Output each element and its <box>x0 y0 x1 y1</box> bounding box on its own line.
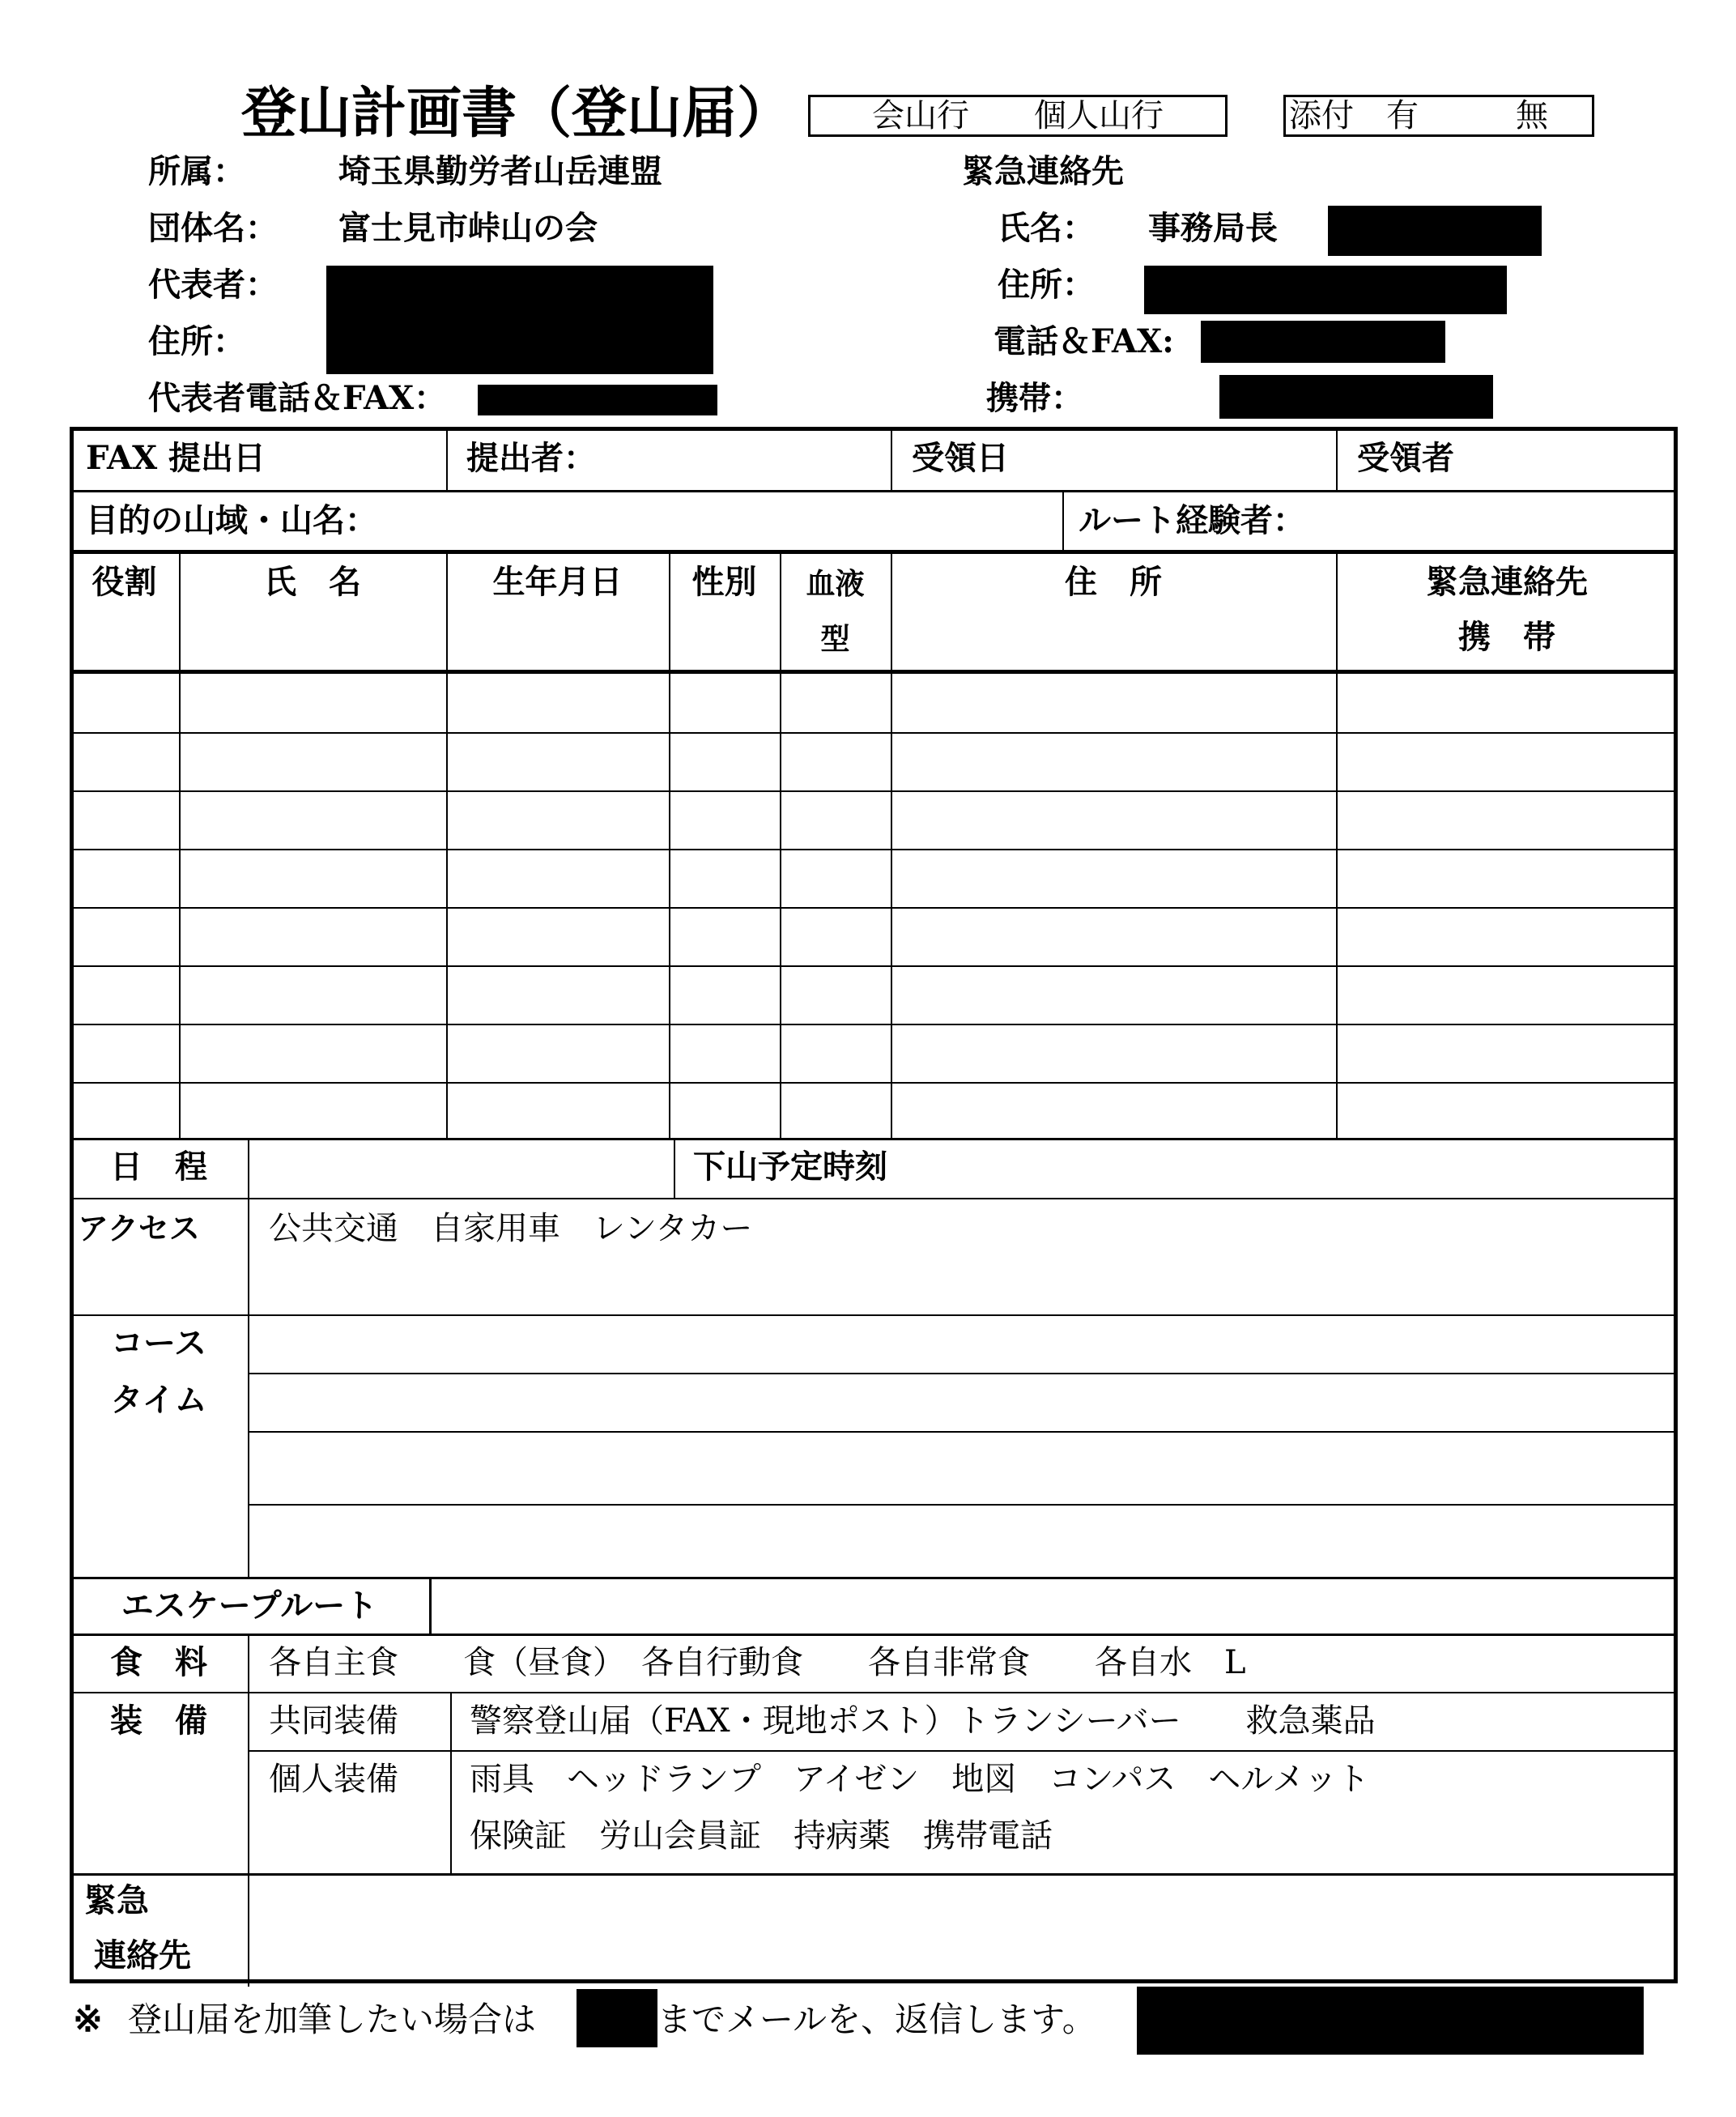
route-experience-label: ルート経験者： <box>1079 501 1305 539</box>
member-cell[interactable] <box>181 735 444 788</box>
col-line <box>446 554 448 1139</box>
member-cell[interactable] <box>671 735 777 788</box>
member-cell[interactable] <box>72 968 177 1021</box>
equipment-label: 装 備 <box>110 1702 207 1740</box>
attachment-box[interactable]: 添付 有 無 <box>1283 95 1594 137</box>
role-header: 役割 <box>91 563 157 601</box>
row-line <box>70 1082 1678 1084</box>
received-date-input[interactable] <box>1041 427 1325 490</box>
member-cell[interactable] <box>72 1084 177 1138</box>
member-cell[interactable] <box>449 909 666 963</box>
emergency-phone-label: 電話＆FAX: <box>994 322 1174 360</box>
page-title: 登山計画書（登山届） <box>241 81 793 146</box>
emergency-contact-label-line2: 連絡先 <box>94 1936 191 1974</box>
col-line <box>1062 490 1064 550</box>
col-line <box>429 1577 432 1634</box>
member-cell[interactable] <box>449 793 666 846</box>
row-line-thick <box>70 670 1678 674</box>
row-line <box>70 790 1678 792</box>
emergency-mobile-redaction <box>1219 375 1493 419</box>
row-line <box>70 1138 1678 1140</box>
emergency-name-label: 氏名： <box>998 209 1095 247</box>
member-cell[interactable] <box>181 909 444 963</box>
representative-redaction <box>326 266 713 374</box>
shared-equipment-label: 共同装備 <box>269 1702 398 1740</box>
row-line <box>70 1692 1678 1693</box>
member-cell[interactable] <box>72 735 177 788</box>
member-cell[interactable] <box>1338 909 1675 963</box>
footer-text-1: 登山届を加筆したい場合は <box>128 2000 537 2039</box>
descent-time-label: 下山予定時刻 <box>693 1148 887 1186</box>
emergency-name-value: 事務局長 <box>1148 209 1278 247</box>
route-experience-input[interactable] <box>1414 492 1673 548</box>
member-cell[interactable] <box>181 1084 444 1138</box>
course-time-row[interactable] <box>251 1506 1674 1577</box>
member-cell[interactable] <box>893 676 1334 730</box>
member-cell[interactable] <box>449 1084 666 1138</box>
received-date-cell: 受領日 <box>912 439 1009 477</box>
member-cell[interactable] <box>782 676 888 730</box>
access-label: アクセス <box>78 1210 200 1246</box>
member-cell[interactable] <box>1338 793 1675 846</box>
emergency-name-redaction <box>1328 206 1542 256</box>
group-label: 団体名： <box>148 209 278 247</box>
affiliation-label: 所属： <box>148 152 245 190</box>
group-value: 富士見市峠山の会 <box>338 209 598 247</box>
member-cell[interactable] <box>893 968 1334 1021</box>
member-cell[interactable] <box>893 909 1334 963</box>
member-cell[interactable] <box>782 1026 888 1080</box>
member-cell[interactable] <box>449 851 666 905</box>
birthdate-header: 生年月日 <box>492 563 623 601</box>
member-cell[interactable] <box>671 851 777 905</box>
member-cell[interactable] <box>72 676 177 730</box>
row-line <box>70 907 1678 909</box>
course-time-row[interactable] <box>251 1433 1674 1504</box>
fax-date-cell: FAX 提出日 <box>86 439 266 477</box>
course-time-row[interactable] <box>251 1316 1674 1373</box>
member-cell[interactable] <box>671 1084 777 1138</box>
col-line <box>674 1139 675 1198</box>
footer-text-2: までメールを、返信します。 <box>657 2000 1096 2039</box>
row-line <box>249 1750 1678 1752</box>
member-cell[interactable] <box>671 676 777 730</box>
member-cell[interactable] <box>782 851 888 905</box>
member-cell[interactable] <box>72 909 177 963</box>
schedule-input[interactable] <box>251 1141 672 1196</box>
member-grid <box>70 427 1678 1139</box>
col-line <box>179 554 181 1139</box>
escape-route-label: エスケープルート <box>121 1587 378 1625</box>
member-cell[interactable] <box>1338 968 1675 1021</box>
member-cell[interactable] <box>782 909 888 963</box>
member-cell[interactable] <box>893 1026 1334 1080</box>
personal-equipment-line1: 雨具 ヘッドランプ アイゼン 地図 コンパス ヘルメット <box>470 1761 1370 1798</box>
row-line <box>70 1024 1678 1025</box>
submitter-input[interactable] <box>636 427 879 490</box>
col-line <box>1336 427 1338 490</box>
emergency-phone-redaction <box>1201 321 1445 363</box>
row-line <box>70 849 1678 850</box>
mountain-input[interactable] <box>523 492 1057 548</box>
col-line <box>446 427 448 490</box>
address-label: 住所： <box>148 322 245 360</box>
member-cell[interactable] <box>181 793 444 846</box>
member-cell[interactable] <box>671 1026 777 1080</box>
footer-mark: ※ <box>73 1999 103 2040</box>
address-header: 住 所 <box>1065 563 1162 601</box>
member-cell[interactable] <box>449 968 666 1021</box>
course-time-row[interactable] <box>251 1374 1674 1431</box>
footer-redaction-1 <box>577 1989 657 2047</box>
member-cell[interactable] <box>782 1084 888 1138</box>
footer-redaction-2 <box>1137 1987 1644 2055</box>
course-label-line1: コース <box>111 1324 206 1362</box>
col-line <box>248 1139 249 1577</box>
member-cell[interactable] <box>1338 851 1675 905</box>
member-cell[interactable] <box>1338 1084 1675 1138</box>
sex-header: 性別 <box>691 563 757 601</box>
member-cell[interactable] <box>782 793 888 846</box>
emergency-header-line1: 緊急連絡先 <box>1426 563 1588 601</box>
emergency-mobile-label: 携帯： <box>986 379 1083 417</box>
member-cell[interactable] <box>1338 676 1675 730</box>
member-cell[interactable] <box>449 676 666 730</box>
trip-type-box[interactable]: 会山行 個人山行 <box>808 95 1228 137</box>
row-line <box>70 965 1678 967</box>
receiver-cell: 受領者 <box>1357 439 1454 477</box>
food-label: 食 料 <box>110 1643 207 1681</box>
member-cell[interactable] <box>671 909 777 963</box>
col-line <box>248 1634 249 1987</box>
emergency-contact-label-line1: 緊急 <box>84 1881 149 1919</box>
access-input[interactable] <box>251 1253 1674 1311</box>
member-cell[interactable] <box>181 968 444 1021</box>
emergency-contact-input[interactable] <box>251 1876 1674 1980</box>
row-line <box>70 1198 1678 1199</box>
personal-equipment-line2: 保険証 労山会員証 持病薬 携帯電話 <box>470 1817 1053 1855</box>
member-cell[interactable] <box>671 793 777 846</box>
schedule-label: 日 程 <box>110 1148 207 1186</box>
member-cell[interactable] <box>671 968 777 1021</box>
member-cell[interactable] <box>181 676 444 730</box>
mountain-label: 目的の山域・山名： <box>86 501 377 539</box>
escape-route-input[interactable] <box>434 1579 1673 1632</box>
submitter-cell: 提出者： <box>466 439 596 477</box>
name-header: 氏 名 <box>264 563 361 601</box>
member-cell[interactable] <box>72 793 177 846</box>
blood-header-line2: 型 <box>820 622 850 656</box>
member-cell[interactable] <box>181 1026 444 1080</box>
representative-label: 代表者： <box>148 266 278 304</box>
member-cell[interactable] <box>893 793 1334 846</box>
rep-phone-redaction <box>478 385 717 415</box>
emergency-address-redaction <box>1144 266 1507 314</box>
col-line <box>669 554 670 1139</box>
col-line <box>450 1692 452 1873</box>
member-cell[interactable] <box>1338 1026 1675 1080</box>
col-line <box>891 427 892 490</box>
access-options: 公共交通 自家用車 レンタカー <box>269 1210 753 1247</box>
member-cell[interactable] <box>893 735 1334 788</box>
row-line-thick <box>70 550 1678 554</box>
member-cell[interactable] <box>893 851 1334 905</box>
descent-time-input[interactable] <box>993 1141 1673 1196</box>
row-line <box>70 732 1678 734</box>
receiver-input[interactable] <box>1495 427 1673 490</box>
affiliation-value: 埼玉県勤労者山岳連盟 <box>338 152 662 190</box>
blood-header-line1: 血液 <box>806 567 865 601</box>
member-cell[interactable] <box>181 851 444 905</box>
emergency-header-line2: 携 帯 <box>1458 618 1555 656</box>
row-line <box>70 1634 1678 1636</box>
member-cell[interactable] <box>782 735 888 788</box>
rep-phone-label: 代表者電話＆FAX： <box>148 379 447 417</box>
member-cell[interactable] <box>72 1026 177 1080</box>
shared-equipment-value: 警察登山届（FAX・現地ポスト）トランシーバー 救急薬品 <box>470 1702 1376 1740</box>
course-label-line2: タイム <box>110 1381 207 1419</box>
food-value: 各自主食 食（昼食） 各自行動食 各自非常食 各自水 L <box>269 1644 1246 1681</box>
col-line <box>891 554 892 1139</box>
member-cell[interactable] <box>782 968 888 1021</box>
row-line <box>70 1873 1678 1876</box>
personal-equipment-label: 個人装備 <box>269 1761 398 1798</box>
member-cell[interactable] <box>893 1084 1334 1138</box>
member-cell[interactable] <box>449 735 666 788</box>
emergency-address-label: 住所： <box>998 266 1095 304</box>
member-cell[interactable] <box>449 1026 666 1080</box>
emergency-heading: 緊急連絡先 <box>962 152 1124 190</box>
fax-date-input[interactable] <box>232 427 442 490</box>
member-cell[interactable] <box>1338 735 1675 788</box>
member-cell[interactable] <box>72 851 177 905</box>
